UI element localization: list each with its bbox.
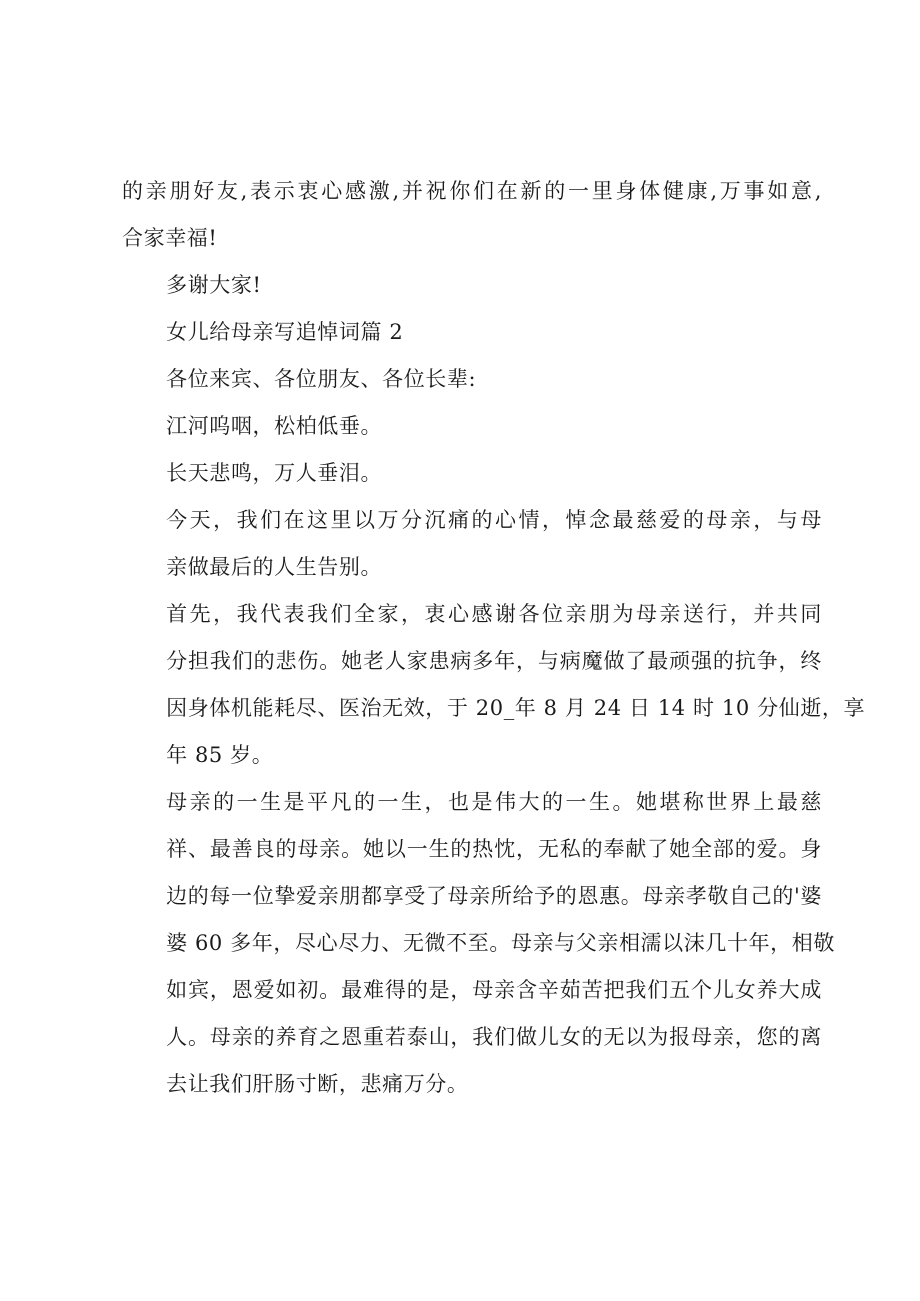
paragraph-thanks	[122, 262, 822, 309]
text-line: 婆 60 多年，尽心尽力、无微不至。母亲与父亲相濡以沫几十年，相敬	[166, 931, 835, 955]
text-line: 江河呜咽，松柏低垂。	[166, 414, 383, 438]
paragraph-salutation	[122, 356, 822, 403]
text-line: 多谢大家!	[166, 273, 262, 297]
text-line: 合家幸福!	[122, 226, 218, 250]
text-line: 今天，我们在这里以万分沉痛的心情，悼念最慈爱的母亲，与母	[166, 508, 822, 532]
text-line: 首先，我代表我们全家，衷心感谢各位亲朋为母亲送行，并共同	[166, 602, 822, 626]
paragraph-today	[122, 497, 822, 591]
text-line: 各位来宾、各位朋友、各位长辈:	[166, 367, 477, 391]
paragraph-verse-2	[122, 450, 822, 497]
paragraph-closing-wishes	[122, 168, 822, 262]
text-line: 去让我们肝肠寸断，悲痛万分。	[166, 1072, 469, 1096]
text-line: 亲做最后的人生告别。	[166, 555, 383, 579]
paragraph-verse-1	[122, 403, 822, 450]
text-line: 人。母亲的养育之恩重若泰山，我们做儿女的无以为报母亲，您的离	[166, 1025, 822, 1049]
text-line: 因身体机能耗尽、医治无效，于 20_年 8 月 24 日 14 时 10 分仙逝，享	[166, 696, 866, 720]
text-line: 边的每一位挚爱亲朋都享受了母亲所给予的恩惠。母亲孝敬自己的'婆	[166, 884, 822, 908]
text-line: 如宾，恩爱如初。最难得的是，母亲含辛茹苦把我们五个儿女养大成	[166, 978, 822, 1002]
section-heading	[122, 309, 822, 356]
document-page	[122, 168, 866, 1108]
text-line: 母亲的一生是平凡的一生，也是伟大的一生。她堪称世界上最慈	[166, 790, 822, 814]
text-line: 女儿给母亲写追悼词篇 2	[166, 320, 404, 344]
text-line: 祥、最善良的母亲。她以一生的热忱，无私的奉献了她全部的爱。身	[166, 837, 822, 861]
text-line: 的亲朋好友,表示衷心感激,并祝你们在新的一里身体健康,万事如意,	[122, 179, 822, 203]
paragraph-first-thanks	[122, 591, 866, 779]
text-line: 分担我们的悲伤。她老人家患病多年，与病魔做了最顽强的抗争，终	[166, 649, 822, 673]
text-line: 长天悲鸣，万人垂泪。	[166, 461, 383, 485]
text-line: 年 85 岁。	[166, 743, 274, 767]
paragraph-mother-life	[122, 779, 835, 1108]
